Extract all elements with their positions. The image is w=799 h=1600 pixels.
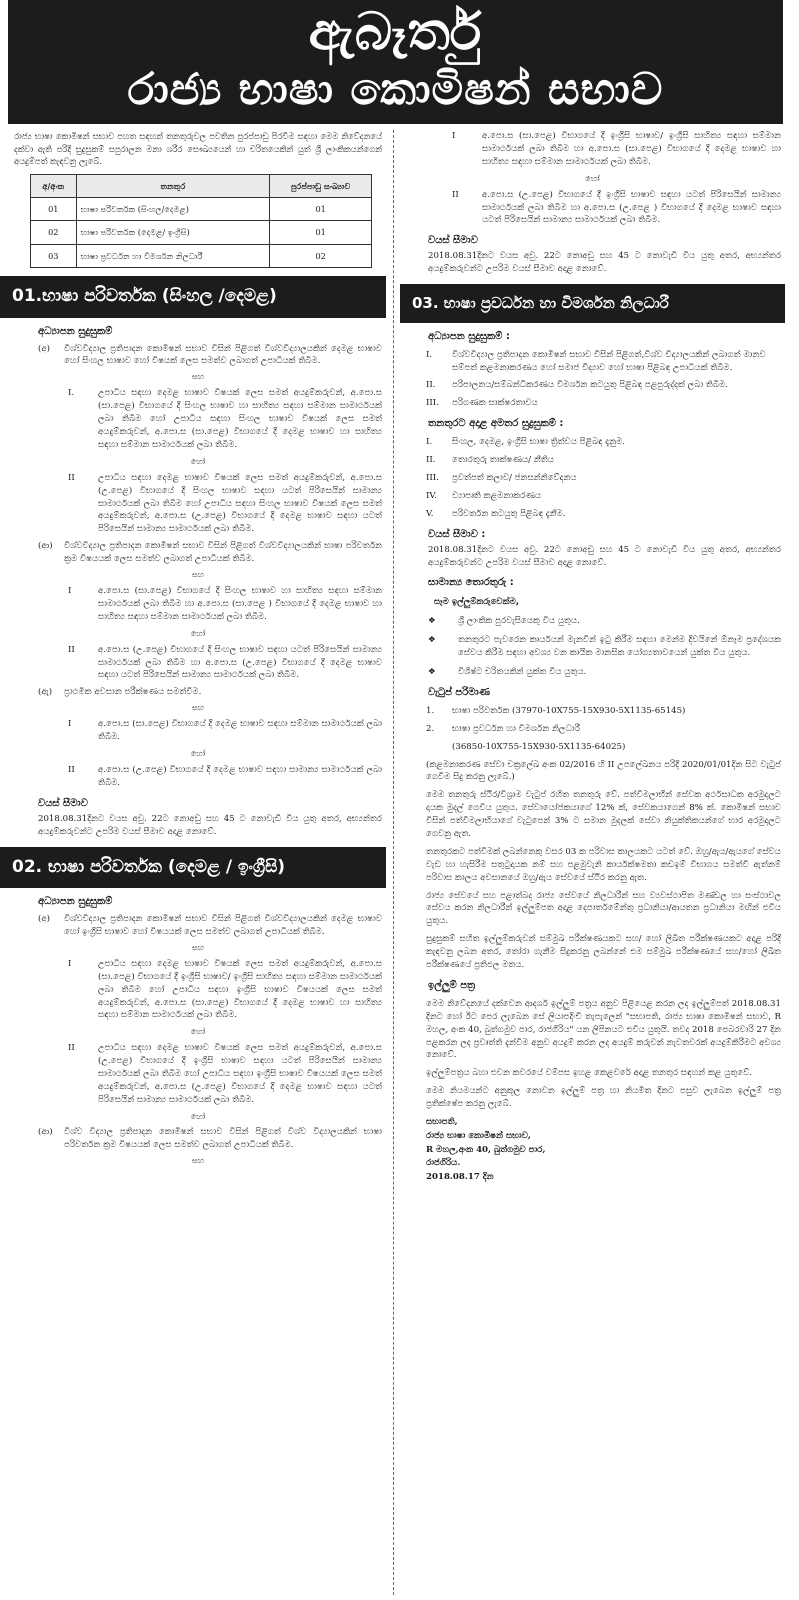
sub-item [68, 1042, 382, 1106]
extra-qualifications-heading: තනතුරට අදාළ අමතර සුදුසුකම් : [428, 418, 564, 430]
list-item [426, 379, 781, 392]
left-column [10, 130, 386, 1170]
item-text: විශ්වවිද්‍යාල ප්‍රතිපාදන කොමිෂන් සභාව විසින් පිළිගත් විශ්වවිද්‍යාලයකින් භාෂා පරිවර්තන ක්‍රම විෂයයක් ලෙස සමත්ව ලබාගත් උපාධියක් තිබීම. [64, 541, 382, 565]
item-text: සිංහල, දෙමළ, ඉංග්‍රීසි භාෂා ත්‍රිත්වය පිළිබඳ දැනුම. [452, 437, 625, 448]
salary-scale-2: (36850-10X755-15X930-5X1135-64025) [452, 741, 626, 752]
item-text: උපාධිය සඳහා දෙමළ භාෂාව විෂයක් ලෙස සමත් අයදුම්කරුවන්, අ.පො.ස (උ.පෙළ) විභාගයේ දී සිංහල භාෂාව සඳහා යටත් පිරිසෙයින් සාමාන්‍ය සාමාර්ථයක් ලබා තිබීම හෝ උපාධිය සඳහා සිංහල භාෂාව විෂයක් ලෙස සමත් අයදුම්කරුවන්, අ.පො.ස (උ.පෙළ) විභාගයේ දී දෙමළ භාෂාව සඳහා යටත් පිරිසෙයින් සාමාන්‍ය සාමාර්ථයක් ලබා තිබීම. [98, 472, 382, 535]
item-marker: II. [426, 455, 436, 466]
item-text: පරිපාලනය/සම්බන්ධීකරණය විමර්ශන කටයුතු පිළිබඳ පළපුරුද්දක් ලබා තිබීම. [452, 380, 728, 391]
qualification-c [38, 686, 382, 699]
age-limit-text: 2018.08.31දිනට වයස අවු. 22ට නොඅඩු සහ 45 ට නොවැඩි විය යුතු අතර, අභ්‍යන්තර අයදුම්කරුවන්ට උපරිම වයස් සීමාව අදාළ නොවේ. [38, 813, 382, 837]
banner-title-commission: රාජ්‍ය භාෂා කොමිෂන් සභාව [127, 64, 664, 115]
applications-heading: ඉල්ලුම් පත්‍ර [428, 979, 476, 991]
signature-line: රාජ්‍ය භාෂා කොමිෂන් සභාව, [426, 1130, 531, 1141]
item-marker: (ආ) [38, 1126, 53, 1137]
list-item [426, 705, 781, 718]
table-header-row [31, 174, 372, 197]
salary-scale-heading: වැටුප් පරිමාණ [428, 686, 490, 698]
qualification-b [38, 1126, 382, 1152]
conjunction-or: හෝ [190, 1027, 206, 1037]
conjunction-and: සහ [191, 1155, 205, 1165]
diamond-bullet-icon: ❖ [428, 635, 436, 646]
cell-count: 01 [270, 198, 372, 221]
item-text: විශ්වවිද්‍යාල ප්‍රතිපාදන කොමිෂන් සභාව විසින් පිළිගත්,විශ්ව විද්‍යාලයකින් ලබාගත් මානව සම්පත් කළමනාකරණය හෝ සමාජ විද්‍යාව හෝ භාෂා පිළිබඳ උපාධියක් තිබීම. [452, 349, 766, 373]
item-marker: (අ) [38, 914, 50, 925]
general-paragraph: රාජ්‍ය සේවයේ සහ පළාත්බද රාජ්‍ය සේවයේ නිලධාරීන් සහ ව්‍යවස්ථාපිත මණ්ඩල හා සංස්ථාවල සේවය කරන නිලධාරීන් ඉල්ලුම්පත අදාළ දෙපාර්තමේන්තු ප්‍රධානියා/ආයතන ප්‍රධානියා මඟින් එවිය යුතුය. [426, 890, 781, 927]
salary-note: (කළමනාකරණ සේවා චක්‍රලේඛ අංක 02/2016 හි II උපලේඛනය පරිදි 2020/01/01දින සිට වැටුප් ගෙවීම සිදු කරනු ලැබේ.) [426, 759, 781, 783]
item-text: තනතුරට පැවරෙන කාර්යයන් මැනවින් ඉටු කිරීම සඳහා මෙන්ම දිවයිනේ ඕනෑම ප්‍රදේශයක සේවය කිරීම සඳහා අවශ්‍ය වන කායික මානසික යෝග්‍යතාවයෙන් යුක්ත විය යුතුය. [458, 635, 781, 659]
cell-post: භාෂා පරිවර්තක (සිංහල/දෙමළ) [76, 198, 270, 221]
col-header-post: තනතුර [76, 174, 270, 197]
table-row [31, 198, 372, 221]
item-marker: IV. [426, 490, 437, 501]
sub-item [68, 644, 382, 683]
conjunction-or: හෝ [190, 1111, 206, 1121]
conjunction-or: හෝ [190, 628, 206, 638]
age-limit-text: 2018.08.31දිනට වයස අවු. 22ට නොඅඩු සහ 45 ට නොවැඩි විය යුතු අතර, අභ්‍යන්තර අයදුම්කරුවන්ට උපරිම වයස් සීමාව අදාළ නොවේ. [428, 544, 781, 568]
general-paragraph: මෙම තනතුරු ස්ථිර/විශ්‍රාම වැටුප් රහිත තනතුරු වේ. පත්වීමලාභීන් සේවක අර්ථසාධක අරමුදලට දායක මුදල් ගෙවිය යුතුය. සේවායෝජකයාගේ 12% ක්, සේවකයාගෙන් 8% ක්. කොමිෂන් සභාව විසින් පත්වීමලාභියාගේ වැටුපෙන් 3% ට සමාන මුදලක් සේවා නියුක්තිකයන්ගේ භාර අරමුදලට ගෙවනු ඇත. [426, 790, 781, 839]
item-marker: V. [426, 508, 434, 519]
list-item [426, 723, 781, 736]
conjunction-or: හෝ [585, 173, 600, 183]
cell-post: භාෂා පරිවර්තක (දෙමළ/ ඉංග්‍රීසි) [76, 221, 270, 244]
section-heading-3: 03. භාෂා ප්‍රවර්ධන හා විමර්ශන නිලධාරී [400, 284, 785, 323]
signature-line: සභාපති, [426, 1117, 458, 1128]
item-text: අ.පො.ස (සා.පෙළ) විභාගයේ දී සිංහල භාෂාව හා සාහිත්‍ය සඳහා සම්මාන සාමාර්ථයක් ලබා තිබීම හා අ.පො.ස (සා.පෙළ ) විභාගයේ දී දෙමළ භාෂාව හා සාහිත්‍ය සඳහා සම්මාන සාමාර්ථයක් ලබා තිබීම. [98, 585, 382, 622]
cell-no: 01 [31, 198, 77, 221]
item-marker: II [68, 1043, 75, 1054]
age-limit-text: 2018.08.31දිනට වයස අවු. 22ට නොඅඩු සහ 45 ට නොවැඩි විය යුතු අතර, අභ්‍යන්තර අයදුම්කරුවන්ට උපරිම වයස් සීමාව අදාළ නොවේ. [428, 251, 781, 275]
general-paragraph: තනතුරකට පත්වීමක් ලබන්නෙකු වසර 03 ක පරිවාස කාලයකට යටත් වේ. ඔහු/ඇය/ඇයගේ සේවය වැඩ හා හැසිරීම සතුටුදායක නම් සහ පළමුවැනි කාර්යක්ෂමතා කඩඉම් විභාගය සමත්වී ඇත්නම් පරිවාස කාලය අවසානයේ ඔහු/ඇය සේවයේ ස්ථිර කරනු ඇත. [426, 846, 781, 883]
advert-banner [8, 0, 783, 124]
item-text: ශ්‍රී ලාංකික පුරවැසියෙකු විය යුතුය. [458, 616, 580, 627]
item-text: විශිෂ්ට චරිතයකින් යුක්ත විය යුතුය. [458, 666, 587, 677]
item-marker: I [452, 131, 456, 141]
table-row [31, 244, 372, 267]
cell-count: 02 [270, 244, 372, 267]
section-heading-1: 01.භාෂා පරිවර්තක (සිංහල /දෙමළ) [0, 276, 386, 318]
list-item [426, 349, 781, 375]
item-text: පරිවර්තන කටයුතු පිළිබඳ දැනීම. [452, 508, 566, 519]
list-item [428, 666, 781, 679]
conjunction-and: සහ [191, 569, 205, 579]
list-item [426, 472, 781, 485]
age-limit-heading: වයස් සීමාව : [428, 528, 486, 540]
item-text: අ.පො.ස (සා.පෙළ) විභාගයේ දී දෙමළ භාෂාව සඳහා සම්මාන සාමාර්ථයක් ලබා තිබීම. [98, 719, 382, 743]
item-marker: 2. [426, 723, 435, 734]
section-heading-2: 02. භාෂා පරිවර්තක (දෙමළ / ඉංග්‍රීසි) [0, 847, 386, 889]
item-marker: II [68, 765, 75, 775]
item-marker: (අ) [38, 343, 50, 354]
item-text: අ.පො.ස (උ.පෙළ) විභාගයේ දී සිංහල භාෂාව සඳහා යටත් පිරිසෙයින් සාමාන්‍ය සාමාර්ථයක් ලබා තිබීම හා අ.පො.ස (උ.පෙළ) විභාගයේ දී දෙමළ භාෂාව සඳහා යටත් පිරිසෙයින් සාමාන්‍ය සාමාර්ථයක් ලබා තිබීම. [98, 644, 382, 681]
item-text: අ.පො.ස (උ.පෙළ) විභාගයේ දී දෙමළ භාෂාව සඳහා සාමාන්‍ය සාමාර්ථයක් ලබා තිබීම. [98, 765, 382, 788]
edu-qualifications-heading: අධ්‍යාපන සුදුසුකම් : [428, 330, 510, 342]
item-text: ප්‍රාථමික අවසාන පරීක්ෂණය සමත්වීම. [64, 687, 202, 698]
signature-date: 2018.08.17 දින [426, 1172, 494, 1183]
item-text: ව්‍යාපෘති කළමනාකරණය [452, 490, 542, 501]
application-paragraph: මෙම නියමයන්ට අනුකූල නොවන ඉල්ලුම් පත්‍ර හා නියමිත දිනට පසුව ලැබෙන ඉල්ලුම් පත්‍ර ප්‍රතික්ෂේප කරනු ලැබේ. [426, 1086, 781, 1110]
intro-paragraph: රාජ්‍ය භාෂා කොමිෂන් සභාව පහත සඳහන් තනතුරුවල පවතින පුරප්පාඩු පිරවීම සඳහා මෙම නිවේදනයේ දක්වා ඇති පරිදි සුදුසුකම් සපුරාලන මනා ශරීර සෞඛ්‍යයෙන් හා චරිතයෙකින් යුත් ශ්‍රී ලාංකිකයන්ගෙන් අයදුම්පත් කැඳවනු ලැබේ. [14, 131, 382, 167]
edu-qualifications-heading: අධ්‍යාපන සුදුසුකම් [38, 325, 113, 337]
item-text: විශ්වවිද්‍යාල ප්‍රතිපාදන කොමිෂන් සභාව විසින් පිළිගත් විශ්වවිද්‍යාලයකින් දෙමළ භාෂාව හෝ ඉංග්‍රීසි භාෂාව හෝ විෂයයක් ලෙස සමත්ව ලබාගත් උපාධියක් තිබීම. [64, 914, 382, 937]
item-marker: I [68, 958, 72, 969]
item-marker: II [68, 472, 75, 483]
application-paragraph: ඉල්ලුම්පත්‍රය බහා එවන කවරයේ වම්පස ඉහළ කෙළවරේ අදාළ තනතුර සඳහන් කළ යුතුවේ. [426, 1068, 753, 1079]
item-marker: II [452, 189, 459, 200]
diamond-bullet-icon: ❖ [428, 666, 436, 677]
item-text: පරිගණක සාක්ෂරතාවය [452, 398, 538, 409]
cell-post: භාෂා ප්‍රවර්ධන හා විමර්ශන නිලධාරී [76, 244, 270, 267]
sub-item [68, 472, 382, 536]
diamond-bullet-icon: ❖ [428, 616, 436, 627]
item-text: උපාධිය සඳහා දෙමළ භාෂාව විෂයක් ලෙස සමත් අයදුම්කරුවන්, අ.පො.ස (සා.පෙළ) විභාගයේ දී ඉංග්‍රීසි භාෂාව/ ඉංග්‍රීසි සාහිත්‍ය සඳහා සම්මාන සාමාර්ථයක් ලබා තිබීම හෝ උපාධිය සඳහා ඉංග්‍රීසි භාෂාව විෂයයක් ලෙස සමත් අයදුම්කරුවන්, අ.පො.ස (සා.පෙළ) විභාගයේ දී දෙමළ භාෂාව හා සාහිත්‍ය සඳහා සම්මාන සාමාර්ථයක් ලබා තිබීම. [98, 958, 382, 1021]
conjunction-and: සහ [191, 372, 205, 382]
qualification-a [38, 343, 382, 369]
banner-title-vacancies: ඇබෑර්තු [308, 2, 483, 62]
item-marker: (ආ) [38, 541, 53, 552]
list-item [428, 634, 781, 660]
age-limit-heading: වයස් සීමාව [428, 235, 478, 247]
conjunction-and: සහ [191, 942, 205, 952]
item-marker: I [68, 719, 72, 730]
list-item [428, 615, 781, 628]
sub-item [68, 958, 382, 1022]
sub-item [452, 130, 781, 169]
list-item [426, 454, 781, 467]
item-marker: II. [426, 380, 436, 391]
conjunction-and: සහ [191, 703, 205, 713]
item-text: උපාධිය සඳහා දෙමළ භාෂාව විෂයක් ලෙස සමත් අයදුම්කරුවන්, අ.පො.ස (උ.පෙළ) විභාගයේ දී ඉංග්‍රීසි භාෂාව සඳහා යටත් පිරිසෙයින් සාමාන්‍ය සාමාර්ථයක් ලබා තිබීම හෝ උපාධිය සඳහා ඉංග්‍රීසි භාෂාව විෂයයක් ලෙස සමත් අයදුම්කරුවන්, අ.පො.ස (උ.පෙළ) විභාගයේ දී දෙමළ භාෂාව සඳහා යටත් පිරිසෙයින් සාමාන්‍ය සාමාර්ථයක් ලබා තිබීම. [98, 1043, 382, 1105]
qualification-b [38, 540, 382, 566]
sub-item [68, 718, 382, 744]
column-divider [393, 130, 394, 1595]
general-info-subheading: සෑම ඉල්ලුම්කරුවෙක්ම, [434, 597, 520, 608]
edu-qualifications-heading: අධ්‍යාපන සුදුසුකම් [38, 896, 113, 908]
item-text: තොරතුරු තාක්ෂණය/ නීතිය [452, 455, 554, 466]
col-header-vacancies: පුරප්පාඩු සංඛ්‍යාව [270, 174, 372, 197]
sub-item [68, 585, 382, 624]
cell-no: 02 [31, 221, 77, 244]
item-text: විශ්ව විද්‍යාල ප්‍රතිපාදන කොමිෂන් සභාව විසින් පිළිගත් විශ්ව විද්‍යාලයකින් භාෂා පරිවර්තන ක්‍රම විෂයයක් ලෙස සමත්ව ලබාගත් උපාධියක් තිබීම. [64, 1126, 382, 1150]
sub-item [452, 189, 781, 228]
list-item [426, 490, 781, 503]
item-text: අ.පො.ස (සා.පෙළ) විභාගයේ දී ඉංග්‍රීසි භාෂාව/ ඉංග්‍රීසි සාහිත්‍ය සඳහා සම්මාන සාමාර්ථයක් ලබා තිබීම හා අ.පො.ස (සා.පෙළ) විභාගයේ දී දෙමළ භාෂාව හා සාහිත්‍ය සඳහා සම්මාන සාමාර්ථයක් ලබා තිබීම. [482, 131, 781, 167]
general-info-heading: සාමාන්‍ය තොරතුරු : [428, 577, 514, 589]
age-limit-heading: වයස් සීමාව [38, 797, 88, 809]
signature-line: R මහල,අංක 40, බුත්ගමුව පාර, [426, 1144, 546, 1155]
cell-count: 01 [270, 221, 372, 244]
table-row [31, 221, 372, 244]
general-paragraph: සුදුසුකම් සහිත ඉල්ලුම්කරුවන් සම්මුඛ පරීක්ෂණයකට සහ/ හෝ ලිඛිත පරීක්ෂණයකට අදාළ පරිදි කැඳවනු ලබන අතර, තෝරා ගැනීම සිදුකරනු ලබන්නේ එම සම්මුඛ පරීක්ෂණයේ සහ/හෝ ලිඛිත පරීක්ෂණයේ ප්‍රතිඵල මතය. [426, 934, 781, 971]
item-marker: III. [426, 472, 439, 483]
item-marker: II [68, 644, 75, 655]
item-text: අ.පො.ස (උ.පෙළ) විභාගයේ දී ඉංග්‍රීසි භාෂාව සඳහා යටත් පිරිසෙයින් සාමාන්‍ය සාමාර්ථයක් ලබා තිබීම හා අ.පො.ස (උ.පෙළ ) විභාගයේ දී දෙමළ භාෂාව සඳහා යටත් පිරිසෙයින් සාමාන්‍ය සාමාර්ථයක් ලබා තිබීම. [482, 189, 781, 226]
qualification-a [38, 913, 382, 939]
vacancy-table [30, 174, 372, 268]
signature-block [426, 1116, 781, 1185]
list-item [426, 397, 781, 410]
list-item [426, 436, 781, 449]
item-text: උපාධිය සඳහා දෙමළ භාෂාව විෂයක් ලෙස සමත් අයදුම්කරුවන්, අ.පො.ස (සා.පෙළ) විභාගයේ දී සිංහල භාෂාව හා සාහිත්‍ය සඳහා සම්මාන සාමාර්ථයක් ලබා තිබීම හෝ උපාධිය සඳහා සිංහල භාෂාව විෂයක් ලෙස සමත් අයදුම්කරුවන්, අ.පො.ස (සා.පෙළ) විභාගයේ දී දෙමළ භාෂාව හා සාහිත්‍ය සඳහා සම්මාන සාමාර්ථයක් ලබා තිබීම. [98, 388, 382, 450]
sub-item [68, 387, 382, 451]
item-marker: (ඇ) [38, 687, 53, 698]
application-paragraph: මෙම නිවේදනයේ දක්වෙන ආදර්ශ ඉල්ලුම් පත්‍රය අනුව පිළියෙළ කරන ලද ඉල්ලුම්පත් 2018.08.31 දිනට හෝ ඊට පෙර ලැබෙන සේ ලියාපදිංචි තැපැලෙන් "සභාපති, රාජ්‍ය භාෂා කොමිෂන් සභාව, R මහල, අංක 40, බුත්ගමුව පාර, රාජගිරිය" යන ලිපිනයට එවිය යුතුයි. තවද 2018 පෙබරවාරි 27 දින පළකරන ලද ප්‍රවෘත්ති දැන්වීම අනුව අයදුම් කරන ලද අයදුම් කරුවන් නැවතවරක් අයදුම්කිරීමට අවශ්‍ය නොවේ. [426, 998, 781, 1061]
item-marker: I [68, 585, 72, 596]
cell-no: 03 [31, 244, 77, 267]
item-marker: I. [426, 437, 433, 448]
item-text: විශ්වවිද්‍යාල ප්‍රතිපාදන කොමිෂන් සභාව විසින් පිළිගත් විශ්වවිද්‍යාලයකින් දෙමළ භාෂාව හෝ සිංහල භාෂාව හෝ විෂයක් ලෙස සමත්ව ලබාගත් උපාධියක් තිබීම. [64, 343, 382, 367]
col-header-no: අ/අංක [31, 174, 77, 197]
list-item [426, 508, 781, 521]
item-marker: III. [426, 398, 439, 409]
item-text: ප්‍රවත්පත් කලාව/ ජනසන්නිවේදනය [452, 472, 577, 483]
conjunction-or: හෝ [190, 456, 206, 466]
item-text: භාෂා ප්‍රවර්ධන හා විමර්ශන නිලධාරී [452, 723, 580, 734]
signature-line: රාජගිරිය. [426, 1158, 461, 1169]
conjunction-or: හෝ [190, 749, 206, 758]
item-marker: I. [68, 388, 75, 399]
item-marker: 1. [426, 705, 435, 716]
item-text: භාෂා පරිවර්තක (37970-10X755-15X930-5X1135-65145) [452, 705, 686, 716]
right-column [400, 130, 785, 1185]
sub-item [68, 764, 382, 790]
item-marker: I. [426, 349, 433, 360]
